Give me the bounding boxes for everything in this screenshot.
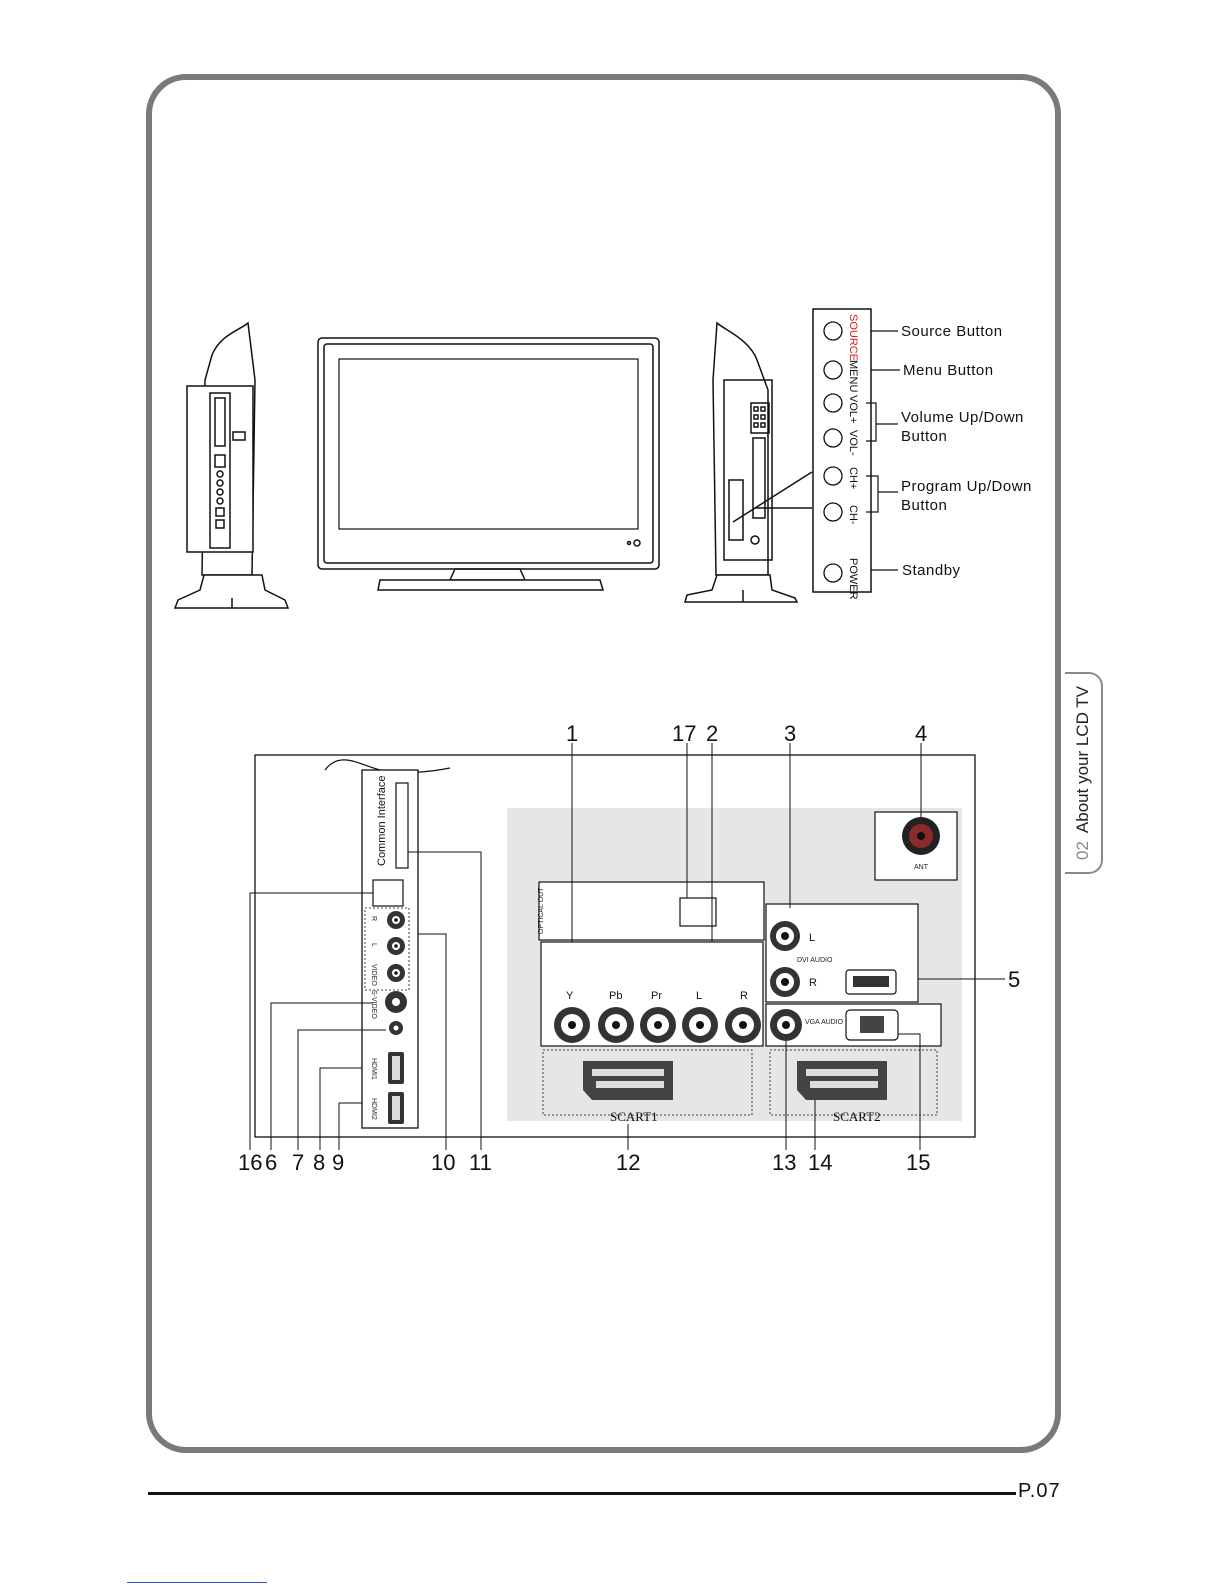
side-hdmi2-label: HDMI2 xyxy=(370,1098,377,1120)
chapter-title: About your LCD TV xyxy=(1073,685,1092,834)
callout-2: 2 xyxy=(706,721,719,746)
callout-11: 11 xyxy=(469,1150,492,1175)
side-r-label: R xyxy=(370,916,377,922)
vga-audio-label: VGA AUDIO xyxy=(805,1019,844,1026)
ant-label: ANT xyxy=(914,864,928,871)
chapter-number: 02 xyxy=(1073,841,1092,861)
tv-right-side-view xyxy=(685,323,812,602)
tv-front-view xyxy=(318,338,659,590)
callout-3: 3 xyxy=(784,721,797,746)
optical-out-label: OPTICAL OUT xyxy=(538,887,545,934)
menu-button-label: Menu Button xyxy=(903,362,994,379)
side-button-panel xyxy=(813,309,1032,600)
component-pr-label: Pr xyxy=(651,990,662,1002)
side-video-label: VIDEO xyxy=(370,964,377,986)
component-pb-label: Pb xyxy=(609,990,623,1002)
volume-label-line1: Volume Up/Down xyxy=(901,409,1024,426)
component-y-label: Y xyxy=(566,990,574,1002)
callout-1: 1 xyxy=(566,721,579,746)
ch-up-key-label: CH+ xyxy=(847,467,859,490)
power-key-label: POWER xyxy=(847,558,859,600)
callout-9: 9 xyxy=(332,1150,345,1175)
callout-12: 12 xyxy=(616,1150,641,1175)
scart1-port[interactable] xyxy=(583,1061,673,1100)
side-hdmi1-label: HDMI1 xyxy=(370,1058,377,1080)
callout-15: 15 xyxy=(906,1150,931,1175)
optical-out-port[interactable] xyxy=(680,898,716,926)
scart2-port[interactable] xyxy=(797,1061,887,1100)
ch-up-button-circle[interactable] xyxy=(824,467,842,485)
vol-up-key-label: VOL+ xyxy=(847,395,859,424)
source-button-circle[interactable] xyxy=(824,322,842,340)
callout-5: 5 xyxy=(1008,967,1021,992)
callout-8: 8 xyxy=(313,1150,326,1175)
footer-rule xyxy=(148,1492,1016,1495)
ch-down-key-label: CH- xyxy=(847,505,859,525)
program-label-line2: Button xyxy=(901,497,948,514)
callout-10: 10 xyxy=(431,1150,456,1175)
source-button-label: Source Button xyxy=(901,323,1003,340)
scart2-label: SCART2 xyxy=(833,1109,881,1124)
callout-14: 14 xyxy=(808,1150,833,1175)
scart1-label: SCART1 xyxy=(610,1109,658,1124)
callout-4: 4 xyxy=(915,721,928,746)
component-l-label: L xyxy=(696,990,703,1002)
vol-down-button-circle[interactable] xyxy=(824,429,842,447)
dvi-l-label: L xyxy=(809,932,816,944)
rear-panel xyxy=(238,721,1020,1175)
callout-6: 6 xyxy=(265,1150,278,1175)
callout-17: 17 xyxy=(672,721,697,746)
power-button-circle[interactable] xyxy=(824,564,842,582)
footer-link-underline xyxy=(127,1582,267,1583)
dvi-audio-label: DVI AUDIO xyxy=(797,957,833,964)
component-r-label: R xyxy=(740,990,748,1002)
callout-13: 13 xyxy=(772,1150,797,1175)
vol-down-key-label: VOL- xyxy=(847,430,859,456)
side-svideo-label: S-VIDEO xyxy=(370,990,377,1019)
side-l-label: L xyxy=(370,943,377,947)
volume-label-line2: Button xyxy=(901,428,948,445)
ch-down-button-circle[interactable] xyxy=(824,503,842,521)
dvi-r-label: R xyxy=(809,977,817,989)
callout-16: 16 xyxy=(238,1150,263,1175)
source-key-label: SOURCE xyxy=(847,314,859,362)
menu-key-label: MENU xyxy=(847,360,859,393)
program-label-line1: Program Up/Down xyxy=(901,478,1032,495)
tv-left-side-view xyxy=(175,323,288,608)
vol-up-button-circle[interactable] xyxy=(824,394,842,412)
common-interface-label: Common Interface xyxy=(376,775,388,866)
menu-button-circle[interactable] xyxy=(824,361,842,379)
callout-7: 7 xyxy=(292,1150,305,1175)
page-number: P.07 xyxy=(1018,1480,1061,1502)
common-interface-slot[interactable] xyxy=(396,783,408,868)
standby-label: Standby xyxy=(902,562,961,579)
